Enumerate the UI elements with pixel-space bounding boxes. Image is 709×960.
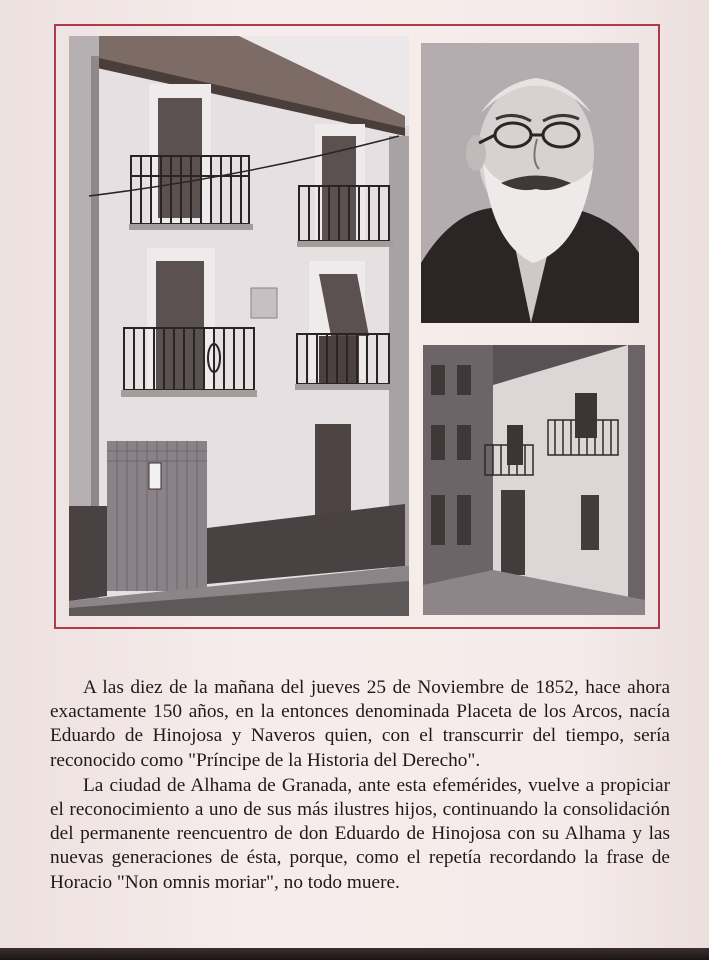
page-edge-shadow: [0, 948, 709, 960]
article-text: [50, 676, 670, 895]
portrait-photo: [421, 43, 639, 323]
street-photo: [423, 345, 645, 615]
paragraph-1: A las diez de la mañana del jueves 25 de Noviembre de 1852, hace ahora exactamente 150 años, en la entonces denominada Placeta de los Arcos, nacía Eduardo de Hinojosa y Naveros quien, con el transcurrir del tiempo, sería reconocido como "Príncipe de la Historia del Derecho".: [50, 677, 670, 771]
house-photo: [69, 36, 409, 616]
paragraph-2: La ciudad de Alhama de Granada, ante esta efemérides, vuelve a propiciar el reconocimiento a uno de sus más ilustres hijos, continuando la consolidación del permanente reencuentro de don Eduardo de Hinojosa con su Alhama y las nuevas generaciones de ésta, porque, como el repetía recordando la frase de Horacio "Non omnis moriar", no todo muere.: [50, 774, 670, 893]
